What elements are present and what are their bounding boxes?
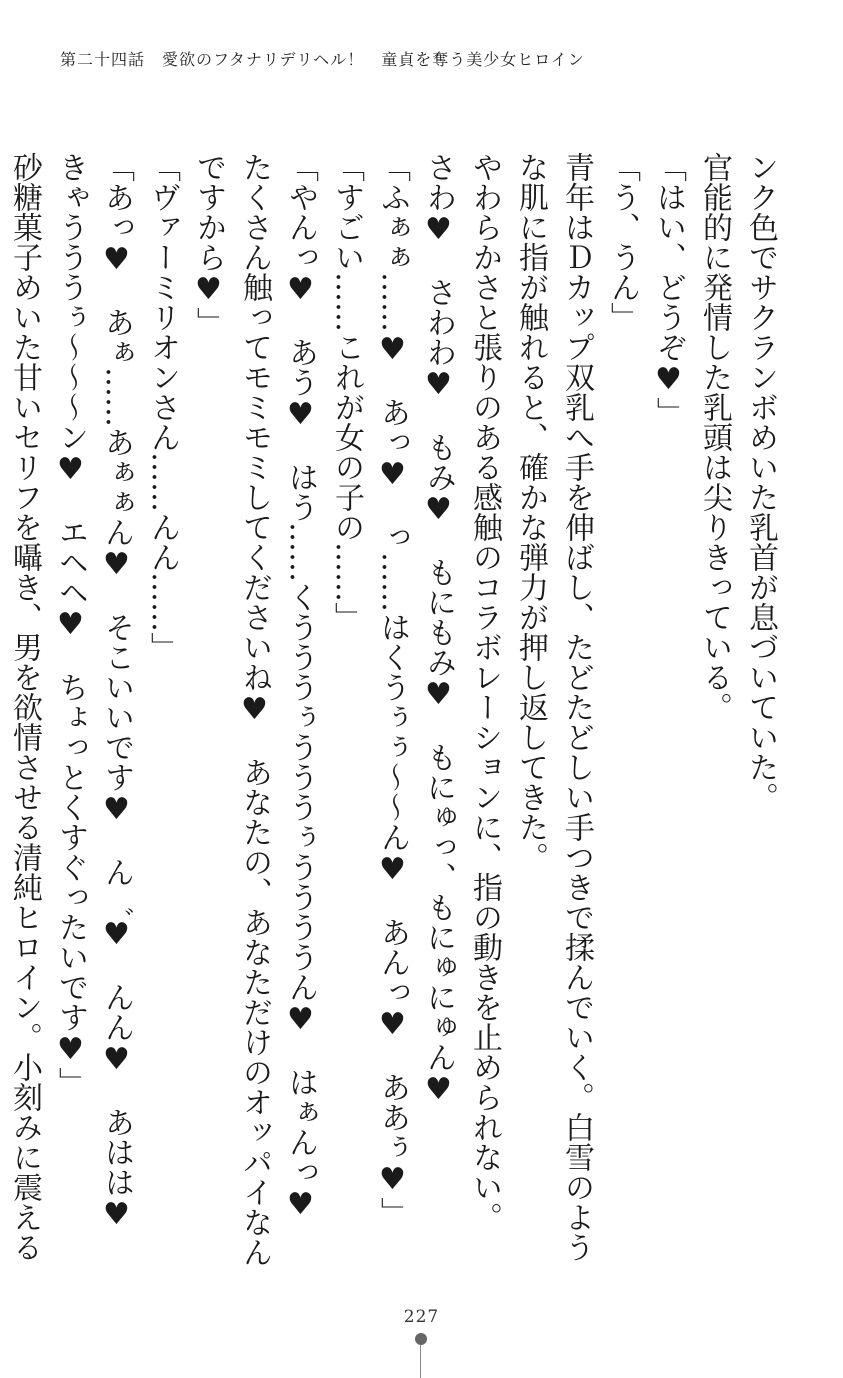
paragraph: 官能的に発情した乳頭は尖りきっている。	[697, 152, 732, 722]
body-text	[7, 152, 783, 1272]
running-head: 第二十四話 愛欲のフタナリデリヘル！ 童貞を奪う美少女ヒロイン	[60, 50, 585, 69]
page-marker-dot	[415, 1333, 427, 1345]
paragraph: 青年はＤカップ双乳へ手を伸ばし、たどたどしい手つきで揉んでいく。白雪のような肌に指が触れると、確かな弾力が押し返してきた。	[513, 152, 594, 1262]
page-marker-line	[420, 1345, 421, 1378]
paragraph: 「ふぁぁ……♥ あっ♥ っ……はくうぅぅ～～ん♥ あんっ♥ ああぅ♥」	[375, 152, 410, 1227]
paragraph: 「う、うん」	[605, 152, 640, 332]
paragraph: 「ヴァーミリオンさん……んん……」	[145, 152, 180, 662]
paragraph: 「すごい……これが女の子の……」	[329, 152, 364, 632]
paragraph: さわ♥ さわわ♥ もみ♥ もにもみ♥ もにゅっ、もにゅにゅん♥	[421, 152, 456, 1107]
paragraph: 「あっ♥ あぁ……あぁぁん♥ そこいいです♥ ん゛♥ んん♥ あはは♥ きゃうううぅ～～～ン♥ エヘヘ♥ ちょっとくすぐったいです♥」	[53, 152, 134, 1262]
paragraph: やわらかさと張りのある感触のコラボレーションに、指の動きを止められない。	[467, 152, 502, 1232]
paragraph: ンク色でサクランボめいた乳首が息づいていた。	[743, 152, 778, 812]
page-number: 227	[403, 1307, 440, 1327]
paragraph: 「やんっ♥ あう♥ はう……くうううぅうううぅううううん♥ はぁんっ♥ たくさん触ってモミモミしてくださいね♥ あなたの、あなただけのオッパイなんですから♥」	[191, 152, 318, 1267]
paragraph: 砂糖菓子めいた甘いセリフを囁き、男を欲情させる清純ヒロイン。小刻みに震える	[7, 152, 42, 1262]
paragraph: 「はい、どうぞ♥」	[651, 152, 686, 427]
